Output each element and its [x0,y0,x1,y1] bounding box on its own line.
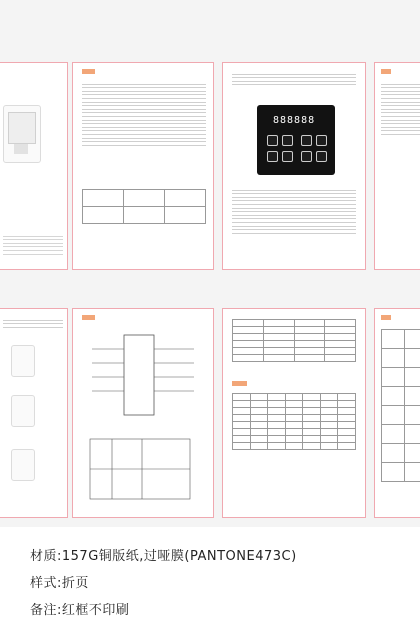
panel-right-edge-top [374,62,420,270]
panel-button-1 [267,135,278,146]
material-caption: 材质:157G铜版纸,过哑膜(PANTONE473C) [30,549,297,564]
spec-table [232,319,356,362]
panel-control-panel [222,62,366,270]
panel-button-8 [316,151,327,162]
section-header [381,69,391,74]
panel-button-4 [316,135,327,146]
panel-product-overview [0,62,68,270]
panel-button-6 [282,151,293,162]
troubleshoot-table [82,189,206,224]
panel-right-edge-bottom [374,308,420,518]
fault-code-table [381,329,420,482]
panel-install-steps [0,308,68,518]
note-caption: 备注:红框不印刷 [30,603,130,618]
panel-button-2 [282,135,293,146]
section-header [82,69,95,74]
panel-spec-tables [222,308,366,518]
wiring-diagram-icon [82,329,206,509]
substance-table [232,393,356,450]
machine-illustration-icon [3,105,41,163]
panel-wiring-diagram [72,308,214,518]
lcd-display: 888888 [273,115,316,126]
panel-button-3 [301,135,312,146]
panel-safety-notes [72,62,214,270]
step-illustration-icon [11,449,35,481]
control-panel-icon [257,105,335,175]
panel-button-5 [267,151,278,162]
section-header [381,315,391,320]
panel-button-7 [301,151,312,162]
section-header [82,315,95,320]
spec-table [3,233,63,257]
style-caption: 样式:折页 [30,576,89,591]
step-illustration-icon [11,345,35,377]
section-header [232,381,247,386]
step-illustration-icon [11,395,35,427]
